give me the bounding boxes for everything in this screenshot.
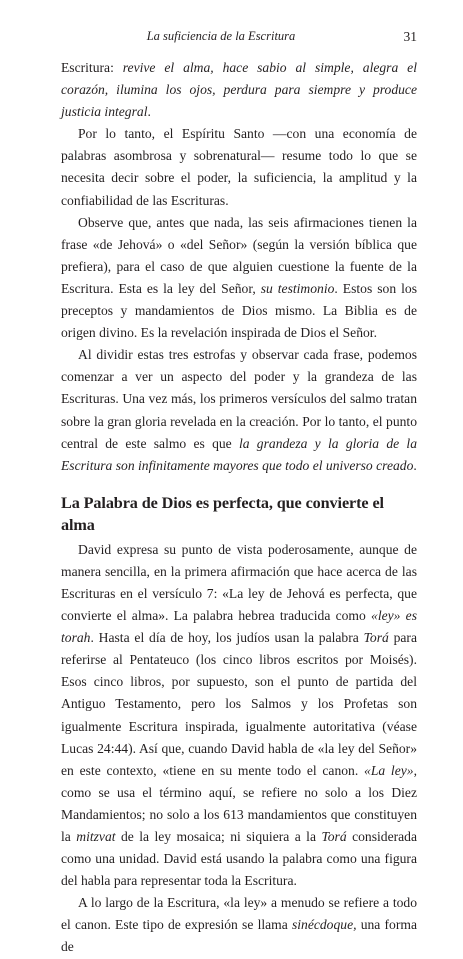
text-run: una forma de: [61, 917, 417, 955]
text-run: David expresa su punto de vista poderosamente, aunque de manera sencilla, en la primera afirmación que hace acerca de las Escrituras en el versículo 7: «La ley de Jehová es perfecta, que convierte el alma». La palabra hebrea traducida como: [61, 541, 417, 624]
text-run: para referirse al Pentateuco (los cinco libros escritos por Moisés). Esos cinco libros, por supuesto, son el punto de partida del Antiguo Testamento, pero los Salmos y los Profetas son igualmente Escritura inspirada, igualmente autoritativa (véase Lucas 24:44). Así que, cuando David habla de «la ley del Señor» en este contexto, «tiene en su mente todo el canon.: [61, 630, 417, 778]
text-run: Observe que, antes que nada, las seis afirmaciones tienen la frase «de Jehová» o «del Señor» (según la versión bíblica que prefiera), para el caso de que alguien cuestione la fuente de la Escritura. Esta es la ley del Señor,: [61, 214, 417, 296]
paragraph: [61, 892, 417, 958]
text-run: Al dividir estas tres estrofas y observar cada frase, podemos comenzar a ver un aspecto del poder y la grandeza de las Escrituras. Una vez más, los primeros versículos del salmo tratan sobre la gran gloria revelada en la creación. Por lo tanto, el punto central de este salmo es que: [61, 347, 417, 451]
page-header: [61, 29, 417, 49]
paragraph-continuation: [61, 57, 417, 123]
italic-run: Torá: [363, 630, 389, 646]
text-run: . Hasta el día de hoy, los judíos usan la palabra: [90, 630, 364, 646]
text-run: , como se usa el término aquí, se refiere no solo a los Diez Mandamientos; no solo a los 613 mandamientos que constituyen la: [61, 762, 417, 844]
paragraph: [61, 344, 417, 477]
page-body: [61, 57, 417, 959]
paragraph: [61, 212, 417, 345]
italic-run: Torá: [321, 829, 347, 844]
italic-run: mitzvat: [76, 829, 116, 844]
page-number: 31: [403, 29, 417, 44]
text-run: .: [147, 104, 151, 120]
text-run: de la ley mosaica; ni siquiera a la: [115, 829, 322, 844]
running-title: La suficiencia de la Escritura: [146, 29, 296, 43]
text-run: .: [413, 457, 417, 473]
text-run: A lo largo de la Escritura, «la ley» a menudo se refiere a todo el canon. Este tipo de expresión se llama: [61, 895, 417, 933]
text-run: . Estos son los preceptos y mandamientos de Dios mismo. La Biblia es de origen divino. Es la revelación inspirada de Dios el Señor.: [61, 280, 417, 341]
italic-run: sinécdoque,: [291, 917, 357, 933]
paragraph: Por lo tanto, el Espíritu Santo —con una economía de palabras asombrosa y sobrenatural— resume todo lo que se necesita decir sobre el poder, la suficiencia, la amplitud y la confiabilidad de las Escrituras.: [61, 126, 417, 208]
section-heading: La Palabra de Dios es perfecta, que convierte el alma: [61, 493, 384, 534]
italic-run: su testimonio: [260, 280, 335, 296]
text-run: Escritura:: [61, 60, 123, 75]
italic-run: «ley» es torah: [61, 608, 417, 646]
italic-run: la grandeza y la gloria de la Escritura son infinitamente mayores que todo el universo creado: [61, 435, 417, 473]
paragraph: [61, 539, 417, 893]
italic-run: «La ley»: [364, 762, 414, 778]
text-run: considerada como una unidad. David está usando la palabra como una figura del habla para representar toda la Escritura.: [61, 829, 417, 889]
italic-run: revive el alma, hace sabio al simple, alegra el corazón, ilumina los ojos, perdura para siempre y produce justicia integral: [61, 60, 417, 120]
